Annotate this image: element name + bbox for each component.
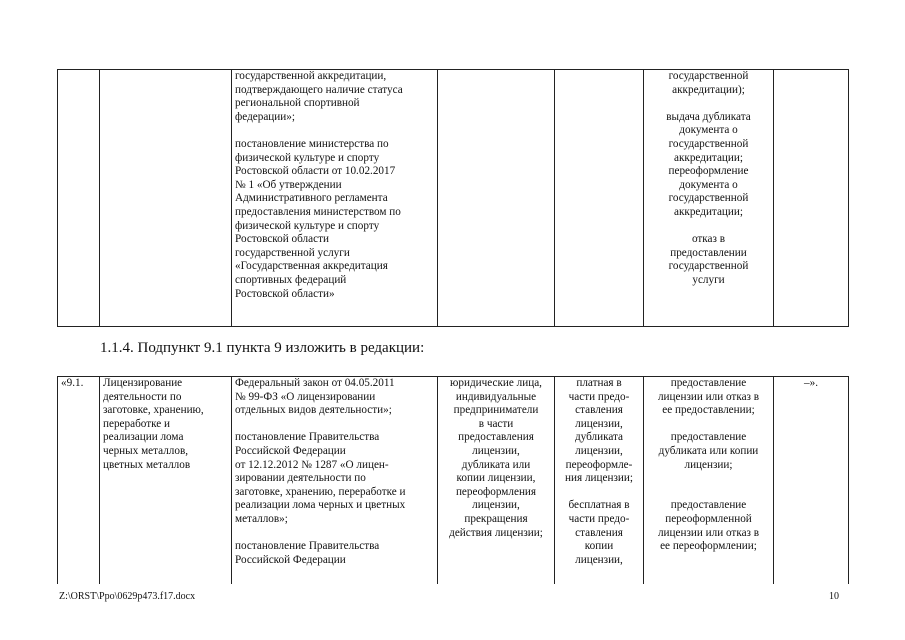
- text-line: лицензии или отказ в: [657, 390, 760, 403]
- table-row: [58, 377, 849, 585]
- text-line: ставления: [575, 526, 623, 539]
- text-line: юридические лица,: [450, 377, 542, 389]
- text-line: государственной: [668, 137, 749, 150]
- footer-file-path: Z:\ORST\Ppo\0629p473.f17.docx: [59, 591, 196, 602]
- text-line: ния лицензии;: [565, 472, 633, 485]
- text-line: [558, 486, 640, 500]
- text-line: платная в: [576, 377, 622, 389]
- cell-service-name: [100, 70, 232, 327]
- text-line: черных металлов,: [103, 444, 189, 457]
- text-line: документа о: [679, 124, 738, 137]
- text-line: ее предоставлении;: [662, 404, 755, 417]
- text-line: региональной спортивной: [235, 97, 360, 110]
- text-line: [647, 486, 770, 500]
- text-line: аккредитации;: [674, 205, 743, 218]
- text-line: переоформление: [668, 165, 749, 178]
- cell-note: [774, 70, 849, 327]
- text-line: в части: [478, 417, 514, 430]
- text-line: [647, 220, 770, 234]
- text-line: дубликата или копии: [658, 444, 759, 457]
- cell-applicants: [438, 377, 555, 585]
- text-line: копии: [584, 540, 614, 553]
- cell-number: [58, 70, 100, 327]
- text-line: Российской Федерации: [235, 553, 346, 566]
- text-line: лицензии или отказ в: [657, 526, 760, 539]
- cell-legal-basis: [232, 377, 438, 585]
- text-line: федерации»;: [235, 110, 295, 123]
- text-line: части предо-: [568, 390, 630, 403]
- text-line: государственной: [668, 260, 749, 273]
- text-line: постановление министерства по: [235, 137, 389, 150]
- text-line: реализации лома: [103, 431, 184, 444]
- text-line: предоставлении: [670, 246, 747, 259]
- text-line: Ростовской области: [235, 233, 329, 246]
- text-line: [235, 527, 434, 541]
- text-line: Административного регламента: [235, 192, 388, 205]
- text-line: [235, 124, 434, 138]
- text-line: предоставления министерством по: [235, 205, 401, 218]
- text-line: спортивных федераций: [235, 273, 347, 286]
- text-line: предоставление: [670, 377, 747, 389]
- table-new-edition: [57, 376, 849, 584]
- text-line: Ростовской области»: [235, 287, 335, 300]
- text-line: документа о: [679, 178, 738, 191]
- text-line: заготовке, хранению,: [103, 404, 204, 417]
- table-continued: [57, 69, 849, 327]
- text-line: лицензии,: [575, 553, 623, 566]
- cell-result: [644, 377, 774, 585]
- text-line: лицензии,: [472, 499, 520, 512]
- text-line: № 1 «Об утверждении: [235, 178, 342, 191]
- cell-legal-basis: [232, 70, 438, 327]
- text-line: лицензии;: [684, 458, 733, 471]
- cell-payment: [555, 70, 644, 327]
- text-line: индивидуальные: [455, 390, 537, 403]
- cell-number: «9.1.: [58, 377, 100, 585]
- text-line: деятельности по: [103, 390, 182, 403]
- text-line: предоставление: [670, 431, 747, 444]
- text-line: «Государственная аккредитация: [235, 260, 388, 273]
- cell-note: –».: [774, 377, 849, 585]
- text-line: ставления: [575, 404, 623, 417]
- text-line: заготовке, хранению, переработке и: [235, 485, 406, 498]
- text-line: цветных металлов: [103, 458, 191, 471]
- text-line: металлов»;: [235, 512, 288, 525]
- text-line: постановление Правительства: [235, 431, 380, 444]
- text-line: переоформления: [455, 485, 537, 498]
- text-line: постановление Правительства: [235, 540, 380, 553]
- text-line: [647, 472, 770, 486]
- text-line: реализации лома черных и цветных: [235, 499, 406, 512]
- table-row: [58, 70, 849, 327]
- text-line: государственной: [668, 192, 749, 205]
- cell-result: [644, 70, 774, 327]
- text-line: переоформле-: [565, 458, 633, 471]
- text-line: Федеральный закон от 04.05.2011: [235, 377, 395, 389]
- text-line: предоставление: [670, 499, 747, 512]
- text-line: отдельных видов деятельности»;: [235, 404, 392, 417]
- text-line: Лицензирование: [103, 377, 183, 389]
- section-heading: 1.1.4. Подпункт 9.1 пункта 9 изложить в редакции:: [100, 340, 425, 356]
- text-line: Российской Федерации: [235, 444, 346, 457]
- text-line: части предо-: [568, 512, 630, 525]
- text-line: бесплатная в: [568, 499, 630, 512]
- text-line: отказ в: [691, 233, 726, 246]
- cell-payment: [555, 377, 644, 585]
- text-line: [647, 97, 770, 111]
- text-line: лицензии,: [575, 444, 623, 457]
- footer-page-number: 10: [829, 591, 839, 602]
- text-line: № 99-ФЗ «О лицензировании: [235, 390, 376, 403]
- text-line: переработке и: [103, 417, 171, 430]
- text-line: действия лицензии;: [449, 526, 543, 539]
- text-line: [647, 418, 770, 432]
- text-line: Ростовской области от 10.02.2017: [235, 165, 396, 178]
- text-line: аккредитации;: [674, 151, 743, 164]
- text-line: переоформленной: [665, 512, 752, 525]
- text-line: лицензии,: [472, 444, 520, 457]
- text-line: от 12.12.2012 № 1287 «О лицен-: [235, 458, 389, 471]
- text-line: зировании деятельности по: [235, 472, 366, 485]
- text-line: дубликата: [574, 431, 624, 444]
- cell-service-name: [100, 377, 232, 585]
- text-line: выдача дубликата: [666, 110, 751, 123]
- text-line: физической культуре и спорту: [235, 219, 380, 232]
- text-line: прекращения: [464, 512, 528, 525]
- text-line: лицензии,: [575, 417, 623, 430]
- text-line: услуги: [692, 273, 725, 286]
- text-line: предприниматели: [453, 404, 539, 417]
- text-line: государственной аккредитации,: [235, 70, 387, 82]
- text-line: государственной услуги: [235, 246, 350, 259]
- text-line: копии лицензии,: [456, 472, 536, 485]
- text-line: государственной: [668, 70, 749, 82]
- text-line: ее переоформлении;: [660, 540, 757, 553]
- text-line: предоставления: [458, 431, 534, 444]
- text-line: дубликата или: [461, 458, 531, 471]
- text-line: [235, 418, 434, 432]
- text-line: подтверждающего наличие статуса: [235, 83, 403, 96]
- text-line: аккредитации);: [672, 83, 745, 96]
- text-line: физической культуре и спорту: [235, 151, 380, 164]
- cell-applicants: [438, 70, 555, 327]
